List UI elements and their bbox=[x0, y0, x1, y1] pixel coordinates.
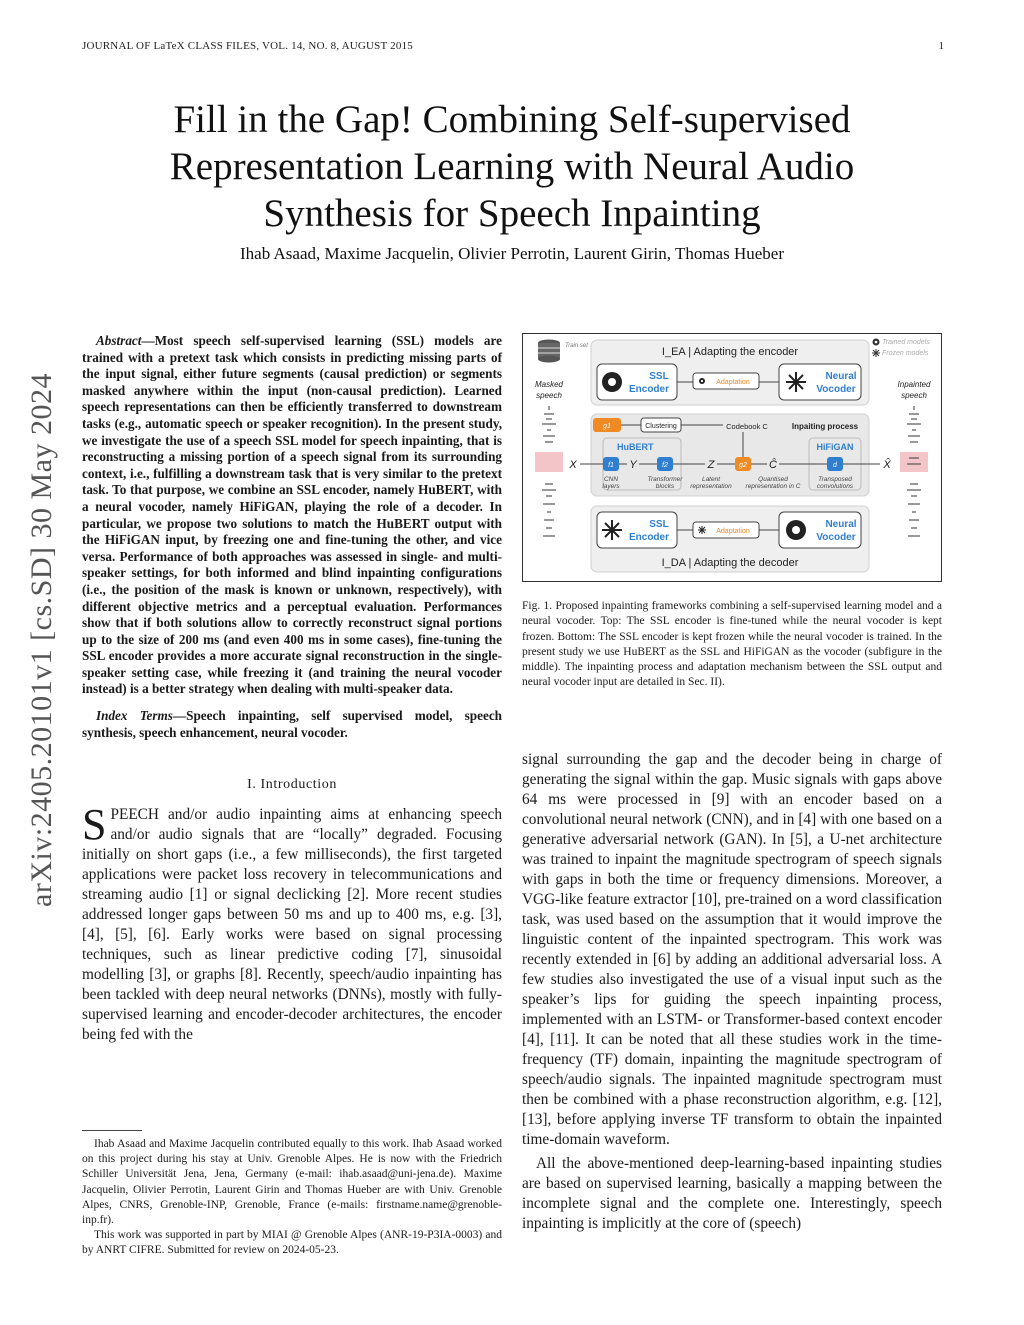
masked-label-2: speech bbox=[536, 391, 562, 400]
index-terms bbox=[82, 708, 502, 741]
database-icon bbox=[538, 340, 560, 363]
bottom-vocoder-label-2: Vocoder bbox=[816, 532, 856, 543]
f2-label: f2 bbox=[662, 462, 668, 469]
clustering-label: Clustering bbox=[645, 423, 677, 430]
arxiv-sidebar bbox=[12, 330, 72, 950]
running-header: JOURNAL OF LaTeX CLASS FILES, VOL. 14, NO. 8, AUGUST 2015 bbox=[82, 40, 413, 52]
g2-label: g2 bbox=[739, 462, 747, 469]
hifigan-label: HiFiGAN bbox=[816, 442, 854, 452]
transformer-label-2: blocks bbox=[655, 483, 675, 490]
arxiv-identifier: arXiv:2405.20101v1 [cs.SD] 30 May 2024 bbox=[25, 373, 58, 907]
bottom-ssl-label-2: Encoder bbox=[628, 532, 670, 543]
quantised-label-1: Quantised bbox=[758, 476, 788, 483]
gear-icon bbox=[699, 378, 705, 384]
bottom-panel-title: I_DA | Adapting the decoder bbox=[661, 557, 799, 569]
var-chat: Ĉ bbox=[769, 459, 777, 471]
section-heading: I. Introduction bbox=[247, 777, 337, 793]
snowflake-icon bbox=[872, 349, 880, 357]
cnn-label-2: layers bbox=[602, 483, 620, 490]
right-paragraph-1: signal surrounding the gap and the decoder being in charge of generating the signal within the gap. Music signals with gaps above 64 ms were processed in [9] with an encoder based on a convolutional neural network (CNN), and in [4] with one based on a generative adversarial network (GAN). In [5], a U-net architecture was trained to inpaint the magnitude spectrogram of speech signals with gaps in both the time or frequency dimensions. Moreover, a VGG-like feature extractor [10], pre-trained on a word classification task, was used based on the assumption that it would improve the linguistic content of the inpainted spectrogram. This work was recently extended in [6] by adding an additional adversarial loss. A few studies also investigated the use of a visual input such as the speaker’s lips for guiding the speech inpainting process, implemented with an LSTM- or Transformer-based context encoder [4], [11]. It can be noted that all these studies work in the time-frequency (TF) domain, inpainting the magnitude spectrogram of speech/audio signals. The inpainted magnitude spectrogram must then be combined with a phase reconstruction algorithm, e.g. [12], [13], before applying inverse TF transform to obtain the inpainted time-domain waveform. bbox=[522, 751, 942, 1148]
latent-label-1: Latent bbox=[701, 476, 721, 483]
g1-label: g1 bbox=[603, 423, 611, 430]
masked-label-1: Masked bbox=[534, 380, 564, 389]
drop-cap: S bbox=[82, 800, 107, 850]
top-ssl-label-2: Encoder bbox=[628, 384, 670, 395]
abstract-text: —Most speech self-supervised learning (SSL) models are trained with a pretext task which consists in predicting missing parts of the input signal, either future segments (causal prediction) or segments masked anywhere within the input (non-causal prediction). Learned speech representations can then be efficiently transferred to downstream tasks (e.g., automatic speech or speaker recognition). In the present study, we investigate the use of a speech SSL model for speech inpainting, that is reconstructing a missing portion of a speech signal from its surrounding context, i.e., fulfilling a downstream task that is very similar to the pretext task. To that purpose, we combine an SSL encoder, namely HuBERT, with a neural vocoder, namely HiFiGAN, playing the role of a decoder. In particular, we propose two solutions to match the HuBERT output with the HiFiGAN input, by freezing one and fine-tuning the other, and vice versa. Performance of both approaches was assessed in single- and multi-speaker settings, for both informed and blind inpainting configurations (i.e., the position of the mask is known or unknown, respectively), with different objective metrics and a perceptual evaluation. Performances show that if both solutions allow to correctly reconstruct signal portions up to the size of 200 ms (and even 400 ms in some cases), fine-tuning the SSL encoder provides a more accurate signal reconstruction in the single-speaker setting case, while freezing it (and training the neural vocoder instead) is a better strategy when dealing with multi-speaker data. bbox=[82, 333, 502, 697]
var-z: Z bbox=[707, 459, 715, 471]
codebook-label: Codebook C bbox=[726, 422, 768, 431]
gear-icon bbox=[873, 339, 880, 346]
quantised-label-2: representation in C bbox=[745, 483, 801, 490]
var-xhat: X̂ bbox=[883, 459, 891, 471]
hubert-label: HuBERT bbox=[617, 442, 654, 452]
latent-label-2: representation bbox=[690, 483, 732, 490]
left-column bbox=[82, 333, 502, 1045]
top-panel-title: I_EA | Adapting the encoder bbox=[661, 346, 799, 358]
top-ssl-label-1: SSL bbox=[649, 371, 669, 382]
bottom-vocoder-label-1: Neural bbox=[825, 519, 857, 530]
inpainted-gap bbox=[900, 452, 928, 472]
page-number: 1 bbox=[938, 40, 944, 52]
index-terms-text: —Speech inpainting, self supervised model, speech synthesis, speech enhancement, neural vocoder. bbox=[82, 708, 503, 740]
inpainted-label-2: speech bbox=[901, 391, 927, 400]
top-adaptation-label: Adaptation bbox=[716, 379, 750, 386]
intro-text: PEECH and/or audio inpainting aims at enhancing speech and/or audio signals that are “locally” degraded. Focusing initially on short gaps (i.e., a few milliseconds), the first targeted applications were packet loss recovery in telecommunications and streaming audio [1] or signal declicking [2]. More recent studies addressed longer gaps between 50 ms and up to 400 ms, e.g. [3], [4], [5], [6]. Early works were based on signal processing techniques, such as linear predictive coding [7], sinusoidal modelling [3], or graphs [8]. Recently, speech/audio inpainting has been tackled with deep neural networks (DNNs), mostly with fully-supervised learning and encoder-decoder architectures, the encoder being fed with the bbox=[82, 806, 502, 1044]
gear-icon bbox=[786, 520, 806, 540]
legend-frozen: Frozen models bbox=[882, 350, 929, 357]
right-paragraph-2: All the above-mentioned deep-learning-based inpainting studies are based on supervised learning, basically a mapping between the incomplete signal and the complete one. Interestingly, speech inpainting is implicitly at the core of (speech) bbox=[522, 1155, 942, 1232]
gear-icon bbox=[602, 372, 622, 392]
intro-paragraph bbox=[82, 800, 502, 1045]
transformer-label-1: Transformer bbox=[647, 476, 683, 483]
figure-1 bbox=[522, 333, 942, 582]
transposed-label-2: convolutions bbox=[816, 483, 854, 490]
inpainted-label-1: Inpainted bbox=[897, 380, 931, 389]
abstract-lead: Abstract bbox=[96, 333, 142, 348]
inpainting-process-label: Inpaiting process bbox=[791, 422, 859, 431]
top-vocoder-label-1: Neural bbox=[825, 371, 857, 382]
top-vocoder-label-2: Vocoder bbox=[816, 384, 856, 395]
snowflake-icon bbox=[602, 520, 622, 540]
cnn-label-1: CNN bbox=[603, 476, 619, 483]
figure-caption: Fig. 1. Proposed inpainting frameworks combining a self-supervised learning model and a neural vocoder. Top: The SSL encoder is fine-tuned while the neural vocoder is kept frozen. Bottom: The SSL encoder is kept frozen while the neural vocoder is trained. In the present study we use HuBERT as the SSL and HiFiGAN as the vocoder (subfigure in the middle). The inpainting process and adaptation mechanism between the SSL output and neural vocoder input are detailed in Sec. II). bbox=[522, 600, 942, 689]
f1-label: f1 bbox=[608, 462, 614, 469]
index-terms-lead: Index Terms bbox=[96, 708, 173, 724]
footnote-rule bbox=[82, 1130, 142, 1131]
figure-diagram bbox=[523, 334, 940, 580]
author-list: Ihab Asaad, Maxime Jacquelin, Olivier Perrotin, Laurent Girin, Thomas Hueber bbox=[239, 244, 784, 263]
abstract bbox=[82, 333, 502, 698]
masked-waveform-bottom bbox=[542, 484, 556, 536]
var-x: X bbox=[569, 459, 577, 471]
snowflake-icon bbox=[698, 526, 706, 534]
train-set-label: Train set bbox=[565, 343, 588, 349]
transposed-label-1: Transposed bbox=[818, 476, 852, 483]
paper-title: Fill in the Gap! Combining Self-supervised Representation Learning with Neural Audio Synthesis for Speech Inpainting bbox=[169, 98, 855, 235]
d-label: d bbox=[833, 462, 837, 469]
right-column bbox=[522, 750, 942, 1234]
masked-waveform-top bbox=[542, 406, 556, 442]
footnote-funding: This work was supported in part by MIAI @ Grenoble Alpes (ANR-19-P3IA-0003) and by ANRT CIFRE. Submitted for review on 2024-05-23. bbox=[82, 1229, 502, 1257]
bottom-ssl-label-1: SSL bbox=[649, 519, 669, 530]
footnotes bbox=[82, 1130, 502, 1259]
bottom-adaptation-label: Adaptation bbox=[716, 528, 750, 535]
snowflake-icon bbox=[786, 372, 806, 392]
masked-gap bbox=[535, 452, 563, 472]
var-y: Y bbox=[629, 459, 637, 471]
legend-trained: Trained models bbox=[882, 339, 930, 346]
footnote-affiliations: Ihab Asaad and Maxime Jacquelin contributed equally to this work. Ihab Asaad worked on this project during his stay at Univ. Grenoble Alpes. He is now with the Friedrich Schiller Universität Jena, Jena, Germany (e-mail: ihab.asaad@uni-jena.de). Maxime Jacquelin, Olivier Perrotin, Laurent Girin and Thomas Hueber are with Univ. Grenoble Alpes, CNRS, Grenoble-INP, Grenoble, France (e-mails: firstname.name@grenoble-inp.fr). bbox=[82, 1138, 502, 1227]
